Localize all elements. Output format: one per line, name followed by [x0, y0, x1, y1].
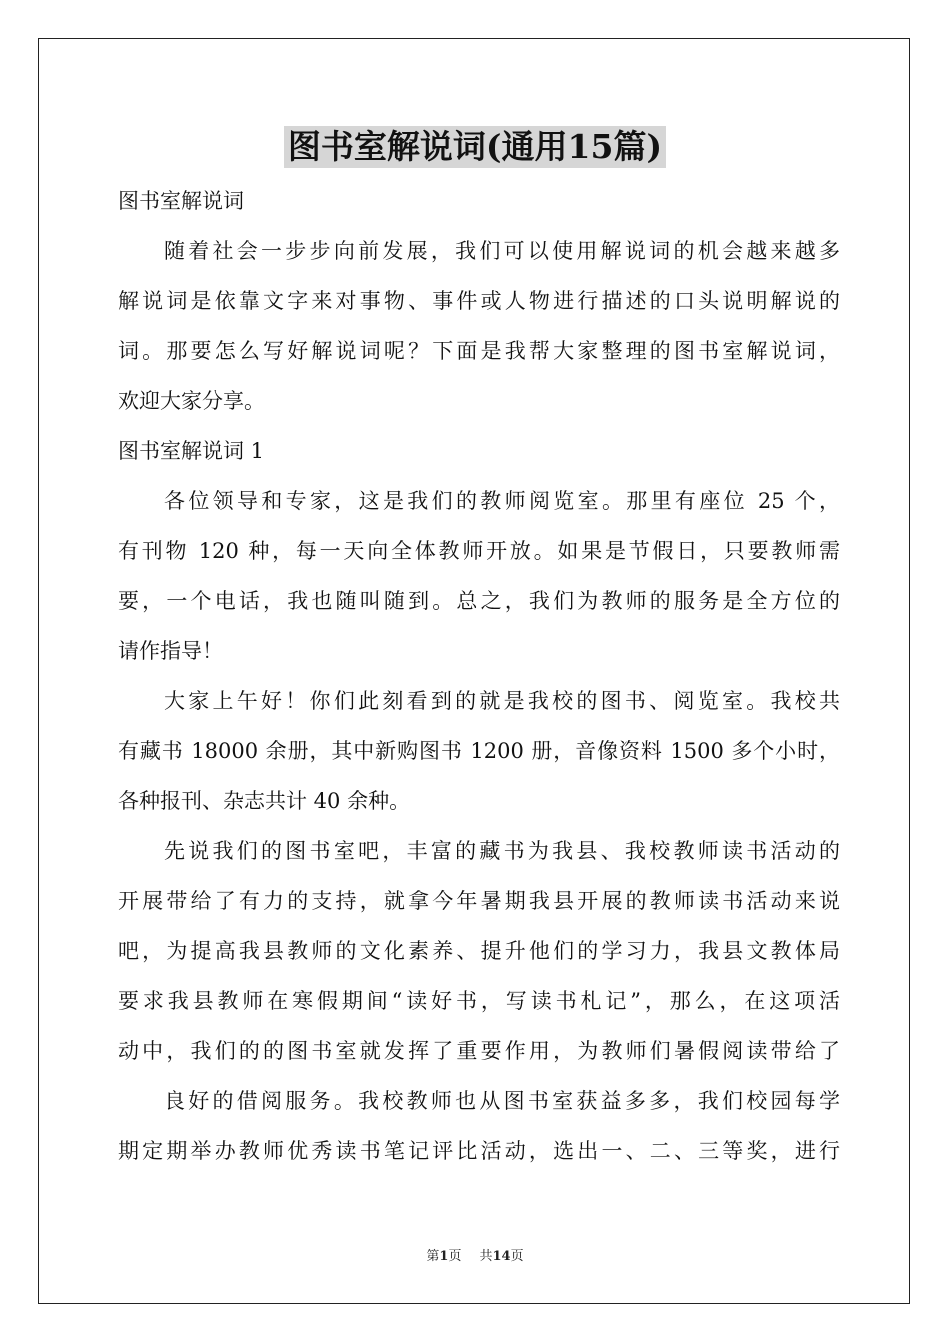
title-container: [0, 126, 950, 168]
text-line: 期定期举办教师优秀读书笔记评比活动，选出一、二、三等奖，进行: [118, 1139, 840, 1163]
text-line: 要，一个电话，我也随叫随到。总之，我们为教师的服务是全方位的: [118, 589, 840, 613]
text-line: 各种报刊、杂志共计 40 余种。: [118, 789, 411, 813]
text-line: 各位领导和专家，这是我们的教师阅览室。那里有座位 25 个，: [164, 489, 840, 513]
document-body: [118, 176, 840, 1176]
text-line: 解说词是依靠文字来对事物、事件或人物进行描述的口头说明解说的: [118, 289, 840, 313]
page-prefix: 第: [426, 1249, 440, 1264]
text-line: 图书室解说词: [118, 189, 244, 213]
text-line: 动中，我们的的图书室就发挥了重要作用，为教师们暑假阅读带给了: [118, 1039, 840, 1063]
total-suffix: 页: [510, 1249, 524, 1264]
text-line: 要求我县教师在寒假期间“读好书，写读书札记”，那么，在这项活: [118, 989, 840, 1013]
text-line: 有刊物 120 种，每一天向全体教师开放。如果是节假日，只要教师需: [118, 539, 840, 563]
document-title: 图书室解说词(通用15篇): [284, 126, 666, 168]
text-line: 良好的借阅服务。我校教师也从图书室获益多多，我们校园每学: [164, 1089, 840, 1113]
page-suffix: 页: [448, 1249, 462, 1264]
text-line: 随着社会一步步向前发展，我们可以使用解说词的机会越来越多: [164, 239, 840, 263]
text-line: 吧，为提高我县教师的文化素养、提升他们的学习力，我县文教体局: [118, 939, 840, 963]
page-number: 1: [439, 1249, 449, 1264]
text-line: 开展带给了有力的支持，就拿今年暑期我县开展的教师读书活动来说: [118, 889, 840, 913]
text-line: 词。那要怎么写好解说词呢？下面是我帮大家整理的图书室解说词，: [118, 339, 840, 363]
page-footer: [0, 1248, 950, 1266]
total-prefix: 共: [479, 1249, 493, 1264]
text-line: 有藏书 18000 余册，其中新购图书 1200 册，音像资料 1500 多个小时，: [118, 739, 840, 763]
text-line: 请作指导！: [118, 639, 223, 663]
text-line: 大家上午好！你们此刻看到的就是我校的图书、阅览室。我校共: [164, 689, 840, 713]
text-line: 先说我们的图书室吧，丰富的藏书为我县、我校教师读书活动的: [164, 839, 840, 863]
text-line: 欢迎大家分享。: [118, 389, 265, 413]
text-line: 图书室解说词 1: [118, 439, 265, 463]
total-pages: 14: [492, 1249, 511, 1264]
